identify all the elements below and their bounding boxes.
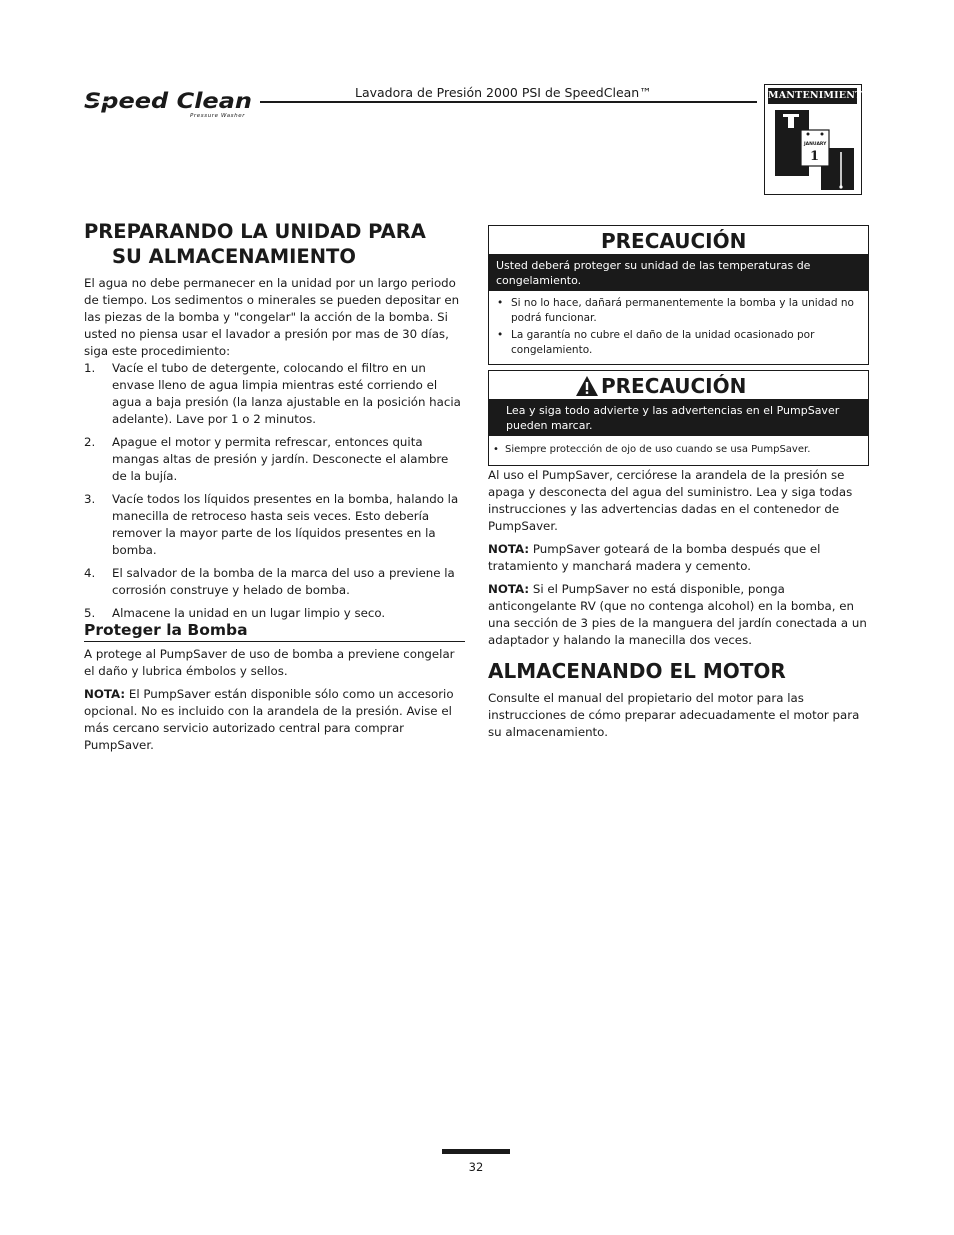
note-text: PumpSaver goteará de la bomba después que el tratamiento y manchará madera y cemento.: [488, 542, 821, 573]
step-number: 5.: [84, 606, 96, 620]
caution-banner: Usted deberá proteger su unidad de las temperaturas de congelamiento.: [489, 254, 868, 291]
step-number: 1.: [84, 361, 96, 375]
speed-clean-logo: [82, 88, 262, 120]
calendar-month: JANUARY: [804, 142, 827, 147]
logo-tagline: Pressure Washer: [190, 113, 246, 119]
calendar-day: 1: [810, 149, 820, 164]
pumpsaver-para: Al uso el PumpSaver, cerciórese la arandela de la presión se apaga y desconecta del agua del suministro. Lea y siga todas instrucciones y las advertencias dadas en el contenedor de PumpSaver.: [488, 468, 853, 533]
maintenance-label: MANTENIMIENTO: [768, 88, 857, 104]
pumpsaver-note-2: [488, 581, 870, 649]
caution-banner: Lea y siga todo advierte y las advertencias en el PumpSaver pueden marcar.: [489, 399, 868, 436]
engine-storage-section: [488, 659, 870, 684]
maintenance-badge: [764, 84, 871, 195]
protect-pump-heading: Proteger la Bomba: [84, 621, 248, 639]
storage-section-body: [84, 275, 466, 628]
step-text: Vacíe el tubo de detergente, colocando el filtro en un envase lleno de agua limpia mientras esté corriendo el agua a baja presión (la lanza ajustable en la posición hacia adelante). Lave por 1 o 2 minutos.: [112, 361, 461, 426]
heading-line-2: SU ALMACENAMIENTO: [112, 245, 356, 268]
step-text: Apague el motor y permita refrescar, entonces quita mangas altas de presión y jardín. Desconecte el alambre de la bujía.: [112, 435, 449, 483]
step-number: 3.: [84, 492, 96, 506]
storage-intro: El agua no debe permanecer en la unidad por un largo periodo de tiempo. Los sedimentos o minerales se pueden depositar en las piezas de la bomba y "congelar" la acción de la bomba. Si usted no piensa usar el lavador a presión por mas de 30 días, siga este procedimiento:: [84, 276, 460, 358]
caution-box-pumpsaver: [488, 370, 869, 466]
protect-pump-body: [84, 646, 466, 760]
sub-heading-rule: [84, 641, 465, 642]
caution-bullets: [489, 436, 868, 463]
step-item: [84, 360, 466, 428]
protect-pump-section: [84, 620, 466, 640]
caution-bullet: • La garantía no cubre el daño de la unidad ocasionado por congelamiento.: [497, 329, 815, 356]
engine-storage-body: [488, 690, 870, 747]
header-rule: [260, 101, 757, 103]
header-title: Lavadora de Presión 2000 PSI de SpeedClean™: [355, 85, 652, 100]
caution-title: PRECAUCIÓN: [601, 374, 747, 398]
caution-title: PRECAUCIÓN: [601, 229, 747, 253]
page-number: 32: [468, 1160, 484, 1174]
engine-storage-heading: ALMACENANDO EL MOTOR: [488, 659, 786, 683]
step-number: 2.: [84, 435, 96, 449]
note-text: Si el PumpSaver no está disponible, ponga anticongelante RV (que no contenga alcohol) en la bomba, en una sección de 3 pies de la manguera del jardín conectada a un adaptador y halando la manecilla dos veces.: [488, 582, 867, 647]
caution-header: [489, 226, 868, 254]
maintenance-calendar-icon: [771, 108, 856, 192]
protect-pump-note: [84, 686, 466, 754]
storage-section-heading: [84, 219, 466, 269]
step-text: Almacene la unidad en un lugar limpio y seco.: [112, 606, 386, 620]
caution-bullet: • Si no lo hace, dañará permanentemente la bomba y la unidad no podrá funcionar.: [497, 297, 854, 324]
note-text: El PumpSaver están disponible sólo como un accesorio opcional. No es incluido con la arandela de la presión. Avise el más cercano servicio autorizado central para comprar PumpSaver.: [84, 687, 454, 752]
step-text: Vacíe todos los líquidos presentes en la bomba, halando la manecilla de retroceso hasta seis veces. Esto debería remover la mayor parte de los líquidos presentes en la bomba.: [112, 492, 459, 557]
note-label: NOTA:: [84, 687, 126, 701]
engine-storage-text: Consulte el manual del propietario del motor para las instrucciones de cómo preparar adecuadamente el motor para su almacenamiento.: [488, 691, 860, 739]
heading-line-1: PREPARANDO LA UNIDAD PARA: [84, 220, 426, 243]
page-number-bar: [442, 1149, 510, 1154]
step-item: [84, 491, 466, 559]
step-item: [84, 565, 466, 599]
note-label: NOTA:: [488, 542, 530, 556]
pumpsaver-usage: [488, 467, 870, 655]
step-number: 4.: [84, 566, 96, 580]
warning-triangle-icon: [575, 375, 599, 397]
step-text: El salvador de la bomba de la marca del uso a previene la corrosión construye y helado de bomba.: [112, 566, 455, 597]
caution-bullets: [489, 291, 868, 364]
pumpsaver-note-1: [488, 541, 870, 575]
step-item: [84, 434, 466, 485]
protect-pump-text: A protege al PumpSaver de uso de bomba a previene congelar el daño y lubrica émbolos y sellos.: [84, 647, 455, 678]
storage-steps: [84, 360, 466, 622]
note-label: NOTA:: [488, 582, 530, 596]
logo-text: Speed Clean: [84, 89, 252, 113]
caution-bullet: • Siempre protección de ojo de uso cuando se usa PumpSaver.: [493, 444, 811, 455]
caution-header: [489, 371, 868, 399]
caution-box-freezing: [488, 225, 869, 365]
